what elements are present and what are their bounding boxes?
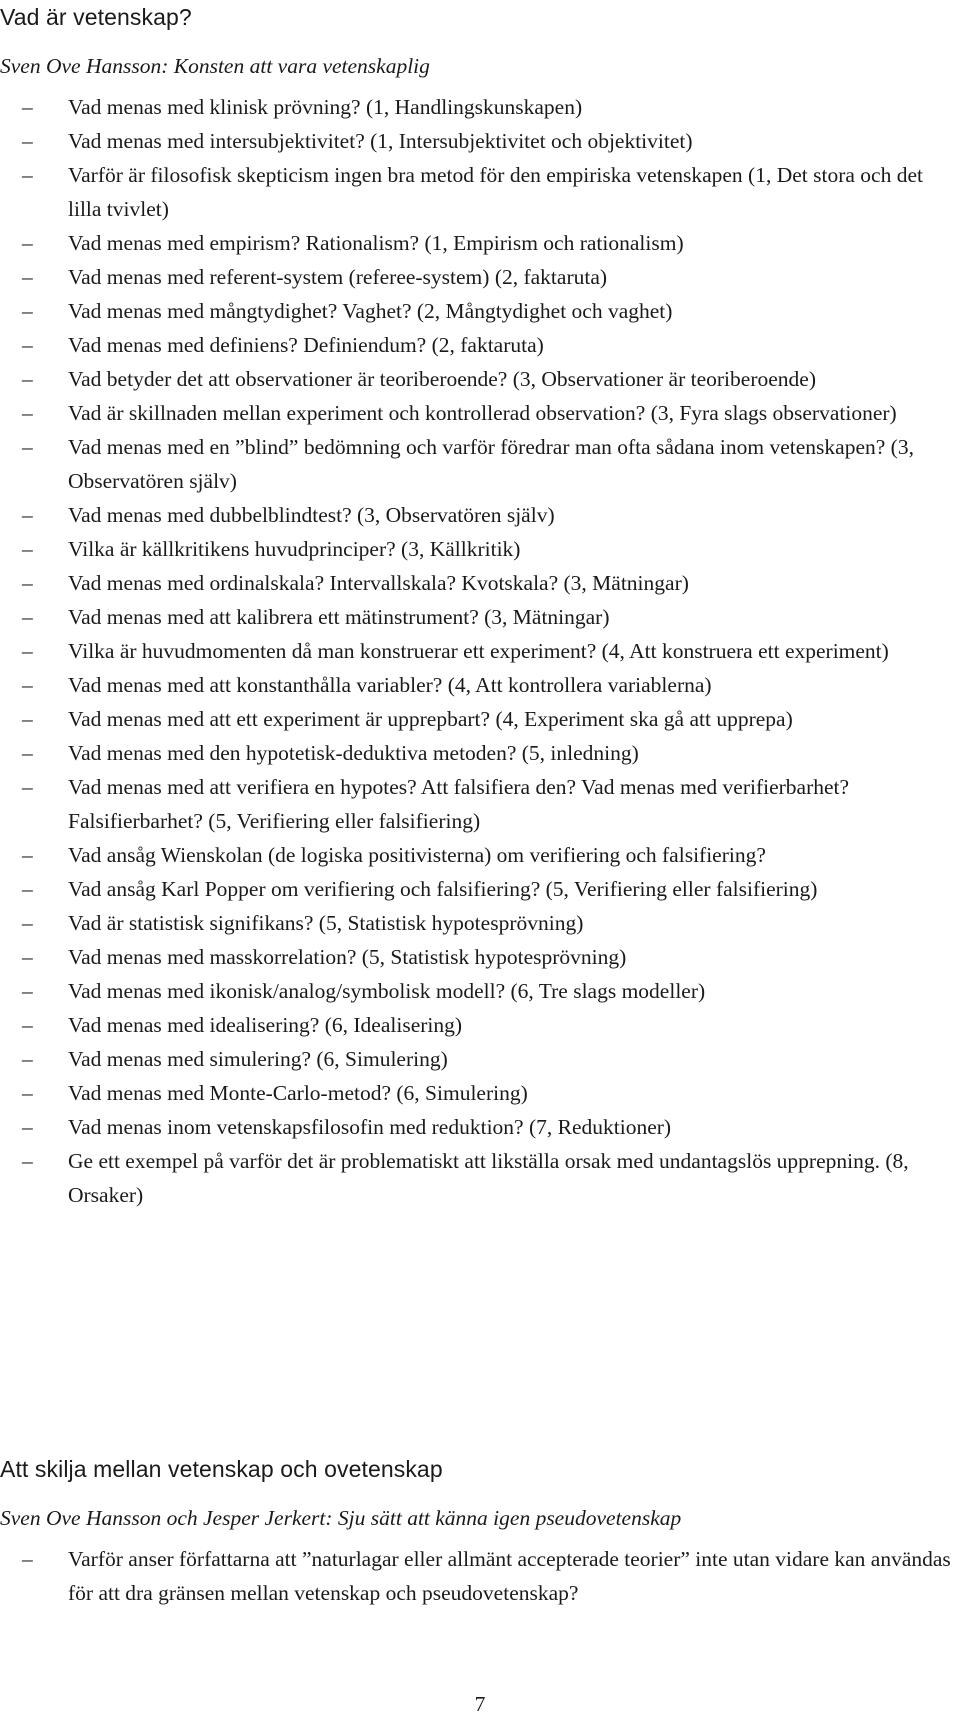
question-text: Vad betyder det att observationer är teoriberoende? (3, Observationer är teoriberoende): [68, 367, 816, 391]
list-item: [0, 940, 960, 974]
question-text: Vad menas med att konstanthålla variabler? (4, Att kontrollera variablerna): [68, 673, 712, 697]
question-text: Vad menas med den hypotetisk-deduktiva metoden? (5, inledning): [68, 741, 639, 765]
question-text: Vad menas inom vetenskapsfilosofin med reduktion? (7, Reduktioner): [68, 1115, 672, 1139]
list-item: [0, 600, 960, 634]
dash-bullet: –: [22, 299, 33, 323]
dash-bullet: –: [22, 231, 33, 255]
dash-bullet: –: [22, 265, 33, 289]
dash-bullet: –: [22, 1115, 33, 1139]
question-text: Vad menas med empirism? Rationalism? (1, Empirism och rationalism): [68, 231, 684, 255]
question-text: Vad menas med definiens? Definiendum? (2, faktaruta): [68, 333, 544, 357]
source-reference: Sven Ove Hansson: Konsten att vara vetenskaplig: [0, 54, 430, 78]
question-text: Vad menas med att verifiera en hypotes? Att falsifiera den? Vad menas med verifierbarhet? Falsifierbarhet? (5, Verifiering eller falsifiering): [68, 775, 850, 833]
dash-bullet: –: [22, 605, 33, 629]
question-text: Vad menas med mångtydighet? Vaghet? (2, Mångtydighet och vaghet): [68, 299, 673, 323]
dash-bullet: –: [22, 639, 33, 663]
question-text: Vad ansåg Wienskolan (de logiska positivisterna) om verifiering och falsifiering?: [68, 843, 766, 867]
list-item: [0, 226, 960, 260]
list-item: [0, 566, 960, 600]
list-item: [0, 396, 960, 430]
list-item: [0, 158, 960, 226]
list-item: [0, 1110, 960, 1144]
question-text: Vad menas med att kalibrera ett mätinstrument? (3, Mätningar): [68, 605, 610, 629]
list-item: [0, 328, 960, 362]
list-item: [0, 1042, 960, 1076]
dash-bullet: –: [22, 775, 33, 799]
dash-bullet: –: [22, 537, 33, 561]
list-item: [0, 702, 960, 736]
question-text: Varför anser författarna att ”naturlagar eller allmänt accepterade teorier” inte utan vidare kan användas för att dra gränsen mellan vetenskap och pseudovetenskap?: [68, 1547, 951, 1605]
list-item: [0, 838, 960, 872]
question-text: Vad ansåg Karl Popper om verifiering och falsifiering? (5, Verifiering eller falsifiering): [68, 877, 818, 901]
dash-bullet: –: [22, 129, 33, 153]
question-text: Vad menas med en ”blind” bedömning och varför föredrar man ofta sådana inom vetenskapen? (3, Observatören själv): [68, 435, 914, 493]
section-title: Vad är vetenskap?: [0, 4, 192, 30]
question-text: Vad menas med ordinalskala? Intervallskala? Kvotskala? (3, Mätningar): [68, 571, 689, 595]
list-item: [0, 260, 960, 294]
page-number: 7: [474, 1692, 486, 1716]
dash-bullet: –: [22, 843, 33, 867]
dash-bullet: –: [22, 333, 33, 357]
question-text: Vad menas med klinisk prövning? (1, Handlingskunskapen): [68, 95, 583, 119]
dash-bullet: –: [22, 1149, 33, 1173]
list-item: [0, 1542, 960, 1610]
question-text: Vad menas med dubbelblindtest? (3, Observatören själv): [68, 503, 555, 527]
dash-bullet: –: [22, 877, 33, 901]
list-item: [0, 974, 960, 1008]
question-text: Ge ett exempel på varför det är problematiskt att likställa orsak med undantagslös upprepning. (8, Orsaker): [68, 1149, 909, 1207]
dash-bullet: –: [22, 163, 33, 187]
question-text: Vad är skillnaden mellan experiment och kontrollerad observation? (3, Fyra slags observationer): [68, 401, 897, 425]
list-item: [0, 1144, 960, 1212]
question-text: Vad menas med att ett experiment är upprepbart? (4, Experiment ska gå att upprepa): [68, 707, 793, 731]
list-item: [0, 294, 960, 328]
dash-bullet: –: [22, 1547, 33, 1571]
question-text: Vad menas med referent-system (referee-system) (2, faktaruta): [68, 265, 608, 289]
dash-bullet: –: [22, 707, 33, 731]
dash-bullet: –: [22, 1013, 33, 1037]
question-text: Vad menas med simulering? (6, Simulering): [68, 1047, 448, 1071]
dash-bullet: –: [22, 1047, 33, 1071]
question-text: Vad menas med ikonisk/analog/symbolisk modell? (6, Tre slags modeller): [68, 979, 706, 1003]
dash-bullet: –: [22, 435, 33, 459]
dash-bullet: –: [22, 1081, 33, 1105]
source-reference: Sven Ove Hansson och Jesper Jerkert: Sju sätt att känna igen pseudovetenskap: [0, 1506, 682, 1530]
list-item: [0, 362, 960, 396]
list-item: [0, 90, 960, 124]
list-item: [0, 532, 960, 566]
question-text: Vad menas med idealisering? (6, Idealisering): [68, 1013, 463, 1037]
question-text: Varför är filosofisk skepticism ingen bra metod för den empiriska vetenskapen (1, Det stora och det lilla tvivlet): [68, 163, 923, 221]
dash-bullet: –: [22, 945, 33, 969]
list-item: [0, 634, 960, 668]
list-item: [0, 124, 960, 158]
list-item: [0, 430, 960, 498]
list-item: [0, 906, 960, 940]
list-item: [0, 668, 960, 702]
dash-bullet: –: [22, 979, 33, 1003]
question-text: Vilka är huvudmomenten då man konstruerar ett experiment? (4, Att konstruera ett experiment): [68, 639, 889, 663]
dash-bullet: –: [22, 911, 33, 935]
list-item: [0, 498, 960, 532]
section-title: Att skilja mellan vetenskap och ovetenskap: [0, 1456, 443, 1482]
dash-bullet: –: [22, 571, 33, 595]
dash-bullet: –: [22, 367, 33, 391]
list-item: [0, 1076, 960, 1110]
question-text: Vad menas med Monte-Carlo-metod? (6, Simulering): [68, 1081, 528, 1105]
question-list: [0, 1542, 960, 1610]
dash-bullet: –: [22, 95, 33, 119]
question-list: [0, 90, 960, 1212]
question-text: Vad menas med masskorrelation? (5, Statistisk hypotesprövning): [68, 945, 627, 969]
question-text: Vilka är källkritikens huvudprinciper? (3, Källkritik): [68, 537, 521, 561]
list-item: [0, 770, 960, 838]
dash-bullet: –: [22, 401, 33, 425]
dash-bullet: –: [22, 741, 33, 765]
list-item: [0, 1008, 960, 1042]
dash-bullet: –: [22, 673, 33, 697]
question-text: Vad är statistisk signifikans? (5, Statistisk hypotesprövning): [68, 911, 584, 935]
list-item: [0, 872, 960, 906]
list-item: [0, 736, 960, 770]
question-text: Vad menas med intersubjektivitet? (1, Intersubjektivitet och objektivitet): [68, 129, 693, 153]
dash-bullet: –: [22, 503, 33, 527]
